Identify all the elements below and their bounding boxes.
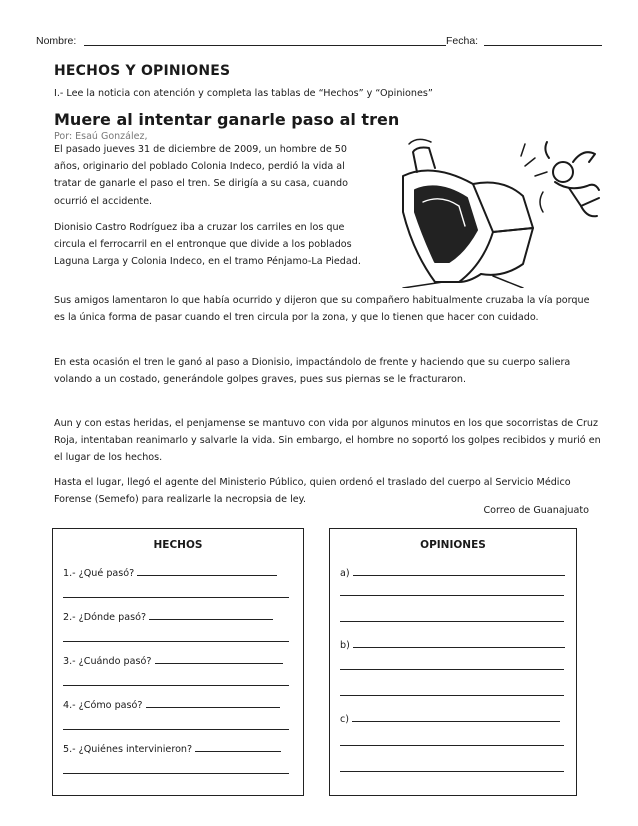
answer-line[interactable] — [63, 641, 289, 642]
answer-line[interactable] — [63, 685, 289, 686]
answer-field[interactable] — [155, 653, 283, 664]
answer-field[interactable] — [149, 609, 273, 620]
hechos-title: HECHOS — [153, 539, 203, 551]
opinion-line[interactable] — [340, 771, 564, 772]
opinion-item-a: a) — [340, 565, 565, 579]
opiniones-table — [329, 528, 577, 796]
answer-field[interactable] — [146, 697, 280, 708]
article-paragraph: Aun y con estas heridas, el penjamense se mantuvo con vida por algunos minutos en los que socorristas de Cruz Roja, intentaban reanimarlo y salvarle la vida. Sin embargo, el hombre no soportó los golpes recibidos y murió en el lugar de los hechos. — [54, 418, 601, 464]
article-paragraph: En esta ocasión el tren le ganó al paso a Dionisio, impactándolo de frente y haciendo que su cuerpo saliera volando a un costado, generándole golpes graves, pues sus piernas se le fracturaron. — [54, 357, 571, 386]
article-paragraph: Dionisio Castro Rodríguez iba a cruzar los carriles en los que circula el ferrocarril en el entronque que divide a los poblados Laguna Larga y Colonia Indeco, en el tramo Pénjamo-La Piedad. — [54, 222, 361, 268]
answer-line[interactable] — [63, 729, 289, 730]
answer-line[interactable] — [63, 597, 289, 598]
article-paragraph: Sus amigos lamentaron lo que había ocurrido y dijeron que su compañero habitualmente cruzaba la vía porque es la única forma de pasar cuando el tren circula por la zona, y que lo tienen que hacer con cuidado. — [54, 295, 590, 324]
opinion-item-c: c) — [340, 711, 560, 725]
opinion-line[interactable] — [340, 595, 564, 596]
hechos-question-4: 4.- ¿Cómo pasó? — [63, 697, 280, 711]
name-field[interactable] — [84, 45, 446, 46]
hechos-question-3: 3.- ¿Cuándo pasó? — [63, 653, 283, 667]
answer-field[interactable] — [195, 741, 281, 752]
article-headline: Muere al intentar ganarle paso al tren — [54, 110, 400, 129]
page-title: HECHOS Y OPINIONES — [54, 63, 231, 79]
opinion-field[interactable] — [352, 711, 560, 722]
hechos-question-1: 1.- ¿Qué pasó? — [63, 565, 277, 579]
answer-field[interactable] — [137, 565, 277, 576]
opiniones-title: OPINIONES — [420, 539, 486, 551]
header — [36, 35, 602, 47]
article-paragraph: Hasta el lugar, llegó el agente del Ministerio Público, quien ordenó el traslado del cuerpo al Servicio Médico Forense (Semefo) para realizarle la necropsia de ley. — [54, 477, 571, 506]
opinion-field[interactable] — [353, 565, 565, 576]
hechos-question-2: 2.- ¿Dónde pasó? — [63, 609, 273, 623]
hechos-question-5: 5.- ¿Quiénes intervinieron? — [63, 741, 281, 755]
hechos-table — [52, 528, 304, 796]
instruction: I.- Lee la noticia con atención y completa las tablas de “Hechos” y “Opiniones” — [54, 88, 433, 99]
opinion-line[interactable] — [340, 695, 564, 696]
date-field[interactable] — [484, 45, 602, 46]
opinion-field[interactable] — [353, 637, 565, 648]
opinion-line[interactable] — [340, 669, 564, 670]
opinion-line[interactable] — [340, 745, 564, 746]
article-source: Correo de Guanajuato — [483, 505, 589, 516]
article-paragraph: El pasado jueves 31 de diciembre de 2009, un hombre de 50 años, originario del poblado Colonia Indeco, perdió la vida al tratar de ganarle el paso el tren. Se dirigía a su casa, cuando ocurrió el accidente. — [54, 144, 349, 207]
article-byline: Por: Esaú González, — [54, 131, 148, 142]
answer-line[interactable] — [63, 773, 289, 774]
opinion-line[interactable] — [340, 621, 564, 622]
opinion-item-b: b) — [340, 637, 565, 651]
name-label: Nombre: — [36, 35, 77, 47]
date-label: Fecha: — [446, 35, 479, 47]
train-crash-illustration — [373, 132, 603, 288]
